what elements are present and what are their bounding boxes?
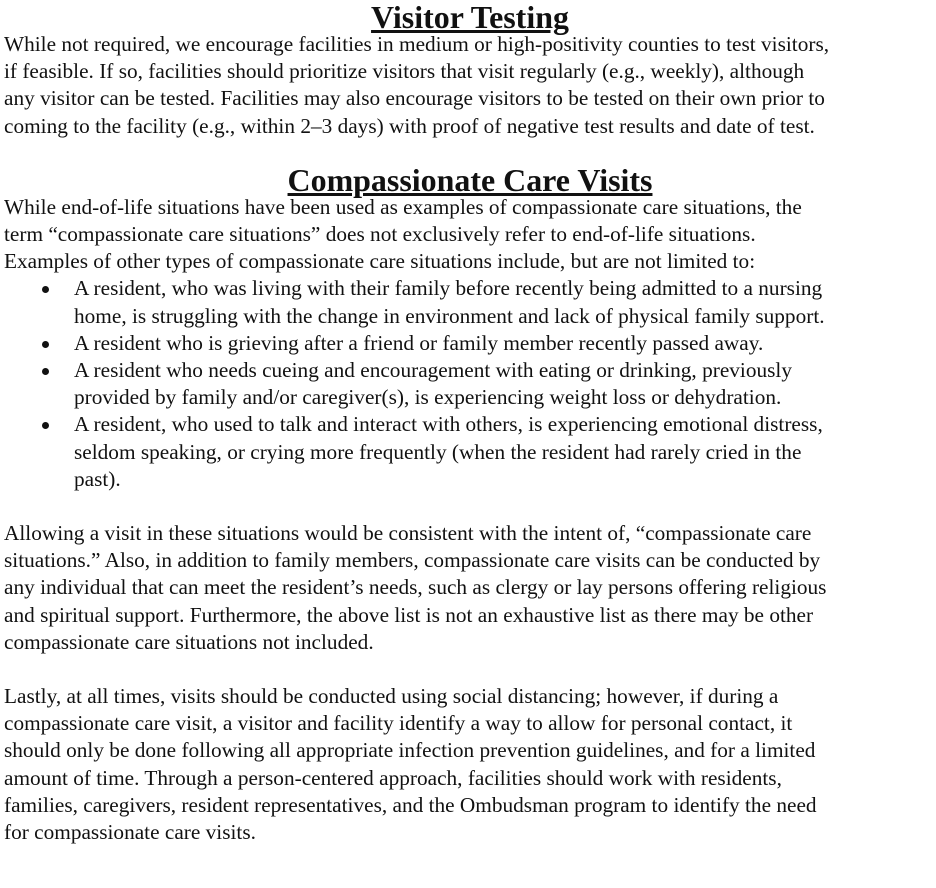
text-line: While not required, we encourage facilities in medium or high-positivity counties to test visitors, xyxy=(4,32,830,56)
list-item xyxy=(4,411,936,493)
text-line: for compassionate care visits. xyxy=(4,820,256,845)
text-line: seldom speaking, or crying more frequently (when the resident had rarely cried in the xyxy=(74,439,802,464)
text-line: coming to the facility (e.g., within 2–3 days) with proof of negative test results and date of test. xyxy=(4,113,815,138)
text-line: situations.” Also, in addition to family members, compassionate care visits can be conducted by xyxy=(4,548,821,573)
bullet-icon xyxy=(42,341,49,348)
list-item xyxy=(4,275,936,329)
text-line: any individual that can meet the resident’s needs, such as clergy or lay persons offering religious xyxy=(4,575,827,600)
bullet-icon xyxy=(42,368,49,375)
text-line: provided by family and/or caregiver(s), is experiencing weight loss or dehydration. xyxy=(74,385,782,410)
text-line: amount of time. Through a person-centered approach, facilities should work with residents, xyxy=(4,765,782,790)
visitor-testing-paragraph xyxy=(4,31,936,140)
text-line: Allowing a visit in these situations would be consistent with the intent of, “compassionate care xyxy=(4,521,812,546)
list-item xyxy=(4,357,936,411)
text-line: A resident, who used to talk and interact with others, is experiencing emotional distress, xyxy=(74,412,823,437)
text-line: A resident who is grieving after a friend or family member recently passed away. xyxy=(74,330,764,355)
text-line: compassionate care visit, a visitor and facility identify a way to allow for personal contact, it xyxy=(4,711,793,736)
text-line: While end-of-life situations have been used as examples of compassionate care situations, the xyxy=(4,194,802,219)
text-line: home, is struggling with the change in environment and lack of physical family support. xyxy=(74,303,825,328)
compassionate-care-paragraph-3 xyxy=(4,683,936,846)
text-line: compassionate care situations not included. xyxy=(4,629,374,654)
text-line: Examples of other types of compassionate care situations include, but are not limited to: xyxy=(4,249,756,274)
visitor-testing-heading: Visitor Testing xyxy=(371,0,569,35)
text-line: A resident, who was living with their family before recently being admitted to a nursing xyxy=(74,276,823,301)
text-line: Lastly, at all times, visits should be conducted using social distancing; however, if during a xyxy=(4,684,779,709)
text-line: any visitor can be tested. Facilities may also encourage visitors to be tested on their own prior to xyxy=(4,86,825,111)
bullet-icon xyxy=(42,286,49,293)
text-line: if feasible. If so, facilities should prioritize visitors that visit regularly (e.g., weekly), although xyxy=(4,59,805,84)
compassionate-care-intro xyxy=(4,194,936,276)
spacer xyxy=(4,656,936,683)
text-line: families, caregivers, resident representatives, and the Ombudsman program to identify the need xyxy=(4,792,817,817)
bullet-icon xyxy=(42,422,49,429)
text-line: past). xyxy=(74,466,121,491)
text-line: should only be done following all appropriate infection prevention guidelines, and for a limited xyxy=(4,738,816,763)
compassionate-care-paragraph-2 xyxy=(4,520,936,656)
text-line: and spiritual support. Furthermore, the above list is not an exhaustive list as there may be other xyxy=(4,602,814,627)
list-item xyxy=(4,330,936,357)
compassionate-care-examples-list xyxy=(4,275,936,493)
compassionate-care-heading: Compassionate Care Visits xyxy=(287,162,653,198)
text-line: term “compassionate care situations” does not exclusively refer to end-of-life situations. xyxy=(4,222,756,247)
spacer xyxy=(4,493,936,520)
text-line: A resident who needs cueing and encouragement with eating or drinking, previously xyxy=(74,358,792,383)
